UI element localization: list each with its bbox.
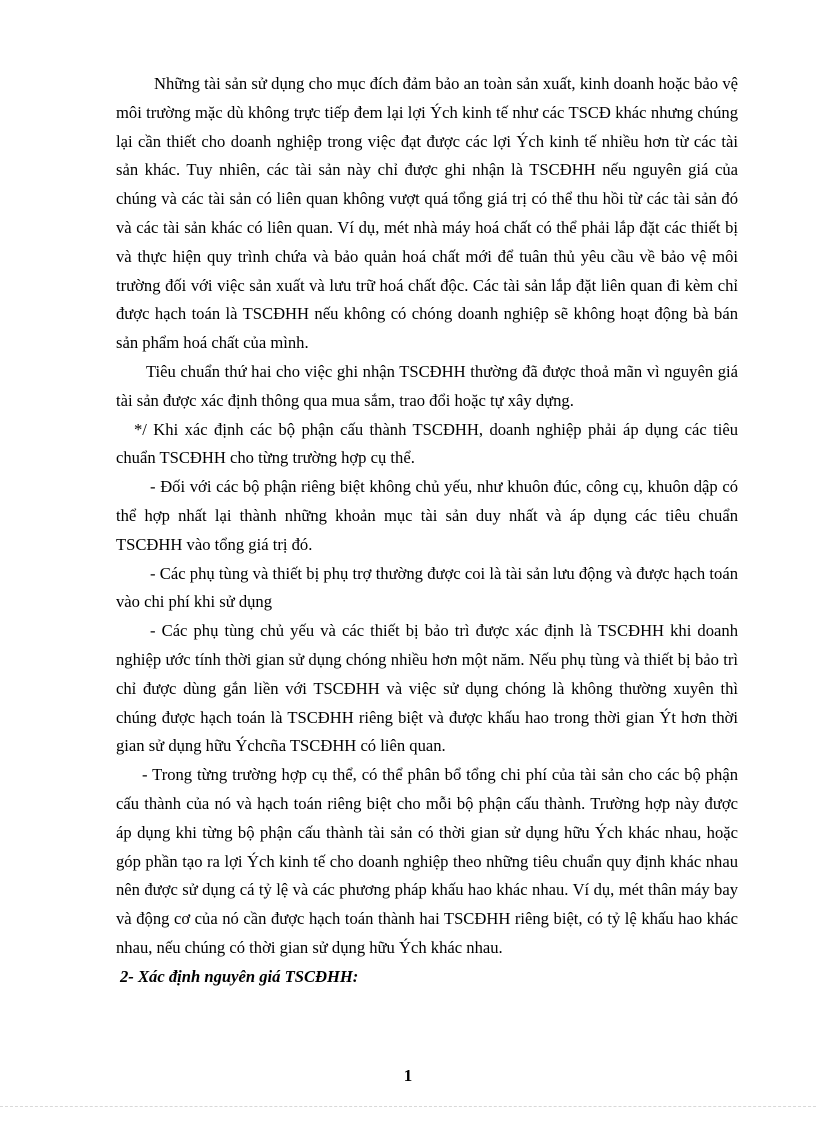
- section-heading: 2- Xác định nguyên giá TSCĐHH:: [120, 966, 359, 986]
- paragraph-components: */ Khi xác định các bộ phận cấu thành TSCĐHH, doanh nghiệp phải áp dụng các tiêu chuẩn TSCĐHH cho từng trường hợp cụ thể.: [116, 419, 738, 468]
- page-number: 1: [403, 1066, 413, 1085]
- paragraph-minor-parts: - Đối với các bộ phận riêng biệt không chủ yếu, như khuôn đúc, công cụ, khuôn dập có thể hợp nhất lại thành những khoản mục tài sản duy nhất và áp dụng các tiêu chuẩn TSCĐHH vào tổng giá trị đó.: [116, 477, 738, 554]
- document-body: [116, 70, 738, 992]
- paragraph-safety-assets: Những tài sản sử dụng cho mục đích đảm bảo an toàn sản xuất, kinh doanh hoặc bảo vệ môi trường mặc dù không trực tiếp đem lại lợi Ých kinh tế như các TSCĐ khác nhưng chúng lại cần thiết cho doanh nghiệp trong việc đạt được các lợi Ých kinh tế nhiều hơn từ các tài sản khác. Tuy nhiên, các tài sản này chỉ được ghi nhận là TSCĐHH nếu nguyên giá của chúng và các tài sản có liên quan không vượt quá tổng giá trị có thể thu hồi từ các tài sản đó và các tài sản khác có liên quan. Ví dụ, mét nhà máy hoá chất có thể phải lắp đặt các thiết bị và thực hiện quy trình chứa và bảo quản hoá chất mới để tuân thủ yêu cầu về bảo vệ môi trường đối với việc sản xuất và lưu trữ hoá chất độc. Các tài sản lắp đặt liên quan đi kèm chỉ được hạch toán là TSCĐHH nếu không có chóng doanh nghiệp sẽ không hoạt động bà bán sản phẩm hoá chất của mình.: [116, 74, 738, 353]
- paragraph-major-parts: - Các phụ tùng chủ yếu và các thiết bị bảo trì được xác định là TSCĐHH khi doanh nghiệp ước tính thời gian sử dụng chóng nhiều hơn một năm. Nếu phụ tùng và thiết bị bảo trì chỉ được dùng gắn liền với TSCĐHH và việc sử dụng chóng là không thường xuyên thì chúng được hạch toán là TSCĐHH riêng biệt và được khấu hao trong thời gian Ýt hơn thời gian sử dụng hữu Ýchcña TSCĐHH có liên quan.: [116, 621, 738, 756]
- paragraph-second-criterion: Tiêu chuẩn thứ hai cho việc ghi nhận TSCĐHH thường đã được thoả mãn vì nguyên giá tài sản được xác định thông qua mua sắm, trao đổi hoặc tự xây dựng.: [116, 361, 738, 410]
- page-bottom-divider: [0, 1106, 816, 1107]
- paragraph-spare-parts: - Các phụ tùng và thiết bị phụ trợ thường được coi là tài sản lưu động và được hạch toán vào chi phí khi sử dụng: [116, 563, 738, 612]
- paragraph-cost-allocation: - Trong từng trường hợp cụ thể, có thể phân bổ tổng chi phí của tài sản cho các bộ phận cấu thành của nó và hạch toán riêng biệt cho mỗi bộ phận cấu thành. Trường hợp này được áp dụng khi từng bộ phận cấu thành tài sản có thời gian sử dụng hữu Ých khác nhau, hoặc góp phần tạo ra lợi Ých kinh tế cho doanh nghiệp theo những tiêu chuẩn quy định khác nhau nên được sử dụng cá tỷ lệ và các phương pháp khấu hao khác nhau. Ví dụ, mét thân máy bay và động cơ của nó cần được hạch toán thành hai TSCĐHH riêng biệt, có tỷ lệ khấu hao khác nhau, nếu chúng có thời gian sử dụng hữu Ých khác nhau.: [116, 765, 738, 957]
